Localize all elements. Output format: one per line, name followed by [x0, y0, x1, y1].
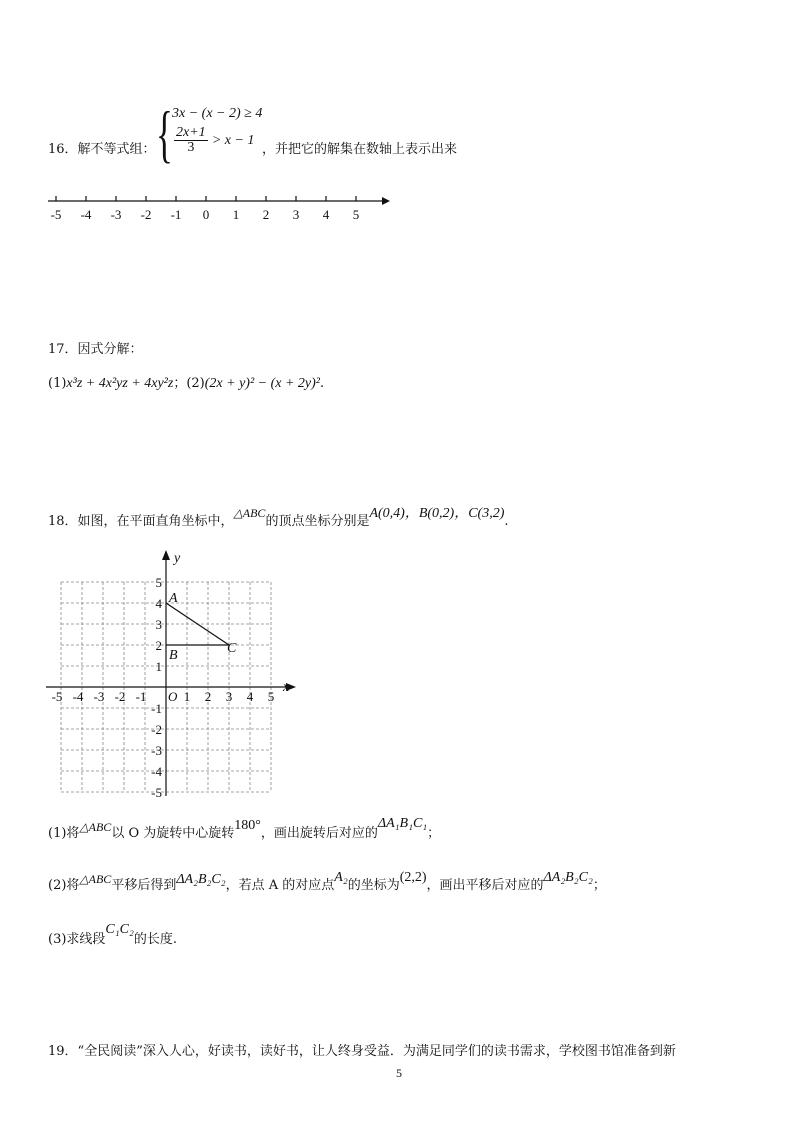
q17-part1-expr: x³z + 4x²yz + 4xy²z [66, 376, 174, 391]
y-tick-label: -5 [151, 785, 162, 800]
point-b-label: B [169, 648, 178, 663]
q16-fraction [174, 126, 208, 155]
x-tick-label: -1 [135, 689, 147, 704]
q18-part2 [48, 870, 606, 894]
p2-target2: ΔA₂B₂C₂ [543, 870, 593, 885]
p3-label: (3)求线段 [48, 932, 106, 947]
p2-mid: 平移后得到 [111, 878, 177, 893]
q17-end: . [320, 376, 325, 391]
x-axis-label: x [283, 680, 290, 695]
p2-label: (2)将 [48, 878, 80, 893]
y-tick-label: 5 [155, 575, 162, 590]
x-tick-label: 5 [267, 689, 275, 704]
q18-coords: A(0,4)，B(0,2)，C(3,2) [369, 506, 505, 521]
q17-part2-label: (2) [186, 376, 205, 391]
numberline-tick-label: 4 [322, 207, 330, 222]
q16-number: 16．解不等式组： [48, 142, 156, 157]
x-tick-label: 2 [204, 689, 212, 704]
q17-part2-expr: (2x + y)² − (x + 2y)² [204, 376, 321, 391]
p1-mid2: ，画出旋转后对应的 [260, 826, 378, 841]
y-tick-label: -4 [151, 764, 162, 779]
p3-end: 的长度. [133, 932, 177, 947]
q18-part3 [48, 922, 177, 948]
q17-parts [48, 372, 324, 392]
numberline-tick-label: -5 [50, 207, 62, 222]
p3-segment: C₁C₂ [105, 922, 134, 937]
numberline-tick-label: 5 [352, 207, 360, 222]
p1-angle: 180° [234, 818, 261, 833]
q18-triangle: △ABC [233, 506, 266, 520]
p1-triangle: △ABC [79, 820, 112, 834]
y-tick-label: -1 [151, 701, 162, 716]
x-tick-label: -3 [93, 689, 105, 704]
p2-mid3: 的坐标为 [347, 878, 400, 893]
segment-ac [166, 603, 229, 645]
brace-symbol: { [156, 98, 173, 169]
q17-separator: ； [173, 376, 187, 391]
q16-inequality-2 [174, 126, 254, 155]
q18-intro-b: 的顶点坐标分别是 [265, 514, 370, 529]
q18-part1 [48, 816, 441, 842]
number-line [40, 188, 390, 228]
p1-target: ΔA₁B₁C₁ [377, 816, 428, 831]
numberline-tick-label: -2 [140, 207, 152, 222]
y-tick-label: -3 [151, 743, 162, 758]
x-tick-label: 1 [183, 689, 191, 704]
numberline-tick-label: 2 [262, 207, 270, 222]
y-axis-arrow [162, 550, 170, 560]
origin-label: O [168, 689, 178, 704]
coordinate-graph [40, 550, 300, 800]
page-number: 5 [396, 1066, 402, 1080]
p2-target: ΔA₂B₂C₂ [176, 872, 226, 887]
numberline-tick-label: 0 [202, 207, 210, 222]
q16-instruction: ，并把它的解集在数轴上表示出来 [262, 142, 458, 157]
y-axis-label: y [174, 551, 181, 566]
y-tick-label: 2 [155, 638, 162, 653]
x-tick-label: -2 [114, 689, 126, 704]
q17-heading: 17．因式分解： [48, 342, 143, 357]
numberline-tick-label: 3 [292, 207, 300, 222]
x-tick-label: 4 [246, 689, 254, 704]
p1-end: ； [427, 826, 441, 841]
numberline-tick-label: -4 [80, 207, 92, 222]
p2-point: A₂ [334, 870, 348, 885]
x-tick-label: 3 [225, 689, 233, 704]
q18-end: . [504, 514, 509, 529]
p2-triangle: △ABC [79, 872, 112, 886]
q16-inequality-1: 3x − (x − 2) ≥ 4 [172, 106, 263, 121]
y-tick-label: -2 [151, 722, 162, 737]
numberline-tick-label: -3 [110, 207, 122, 222]
p2-mid2: ，若点 A 的对应点 [225, 878, 335, 893]
q19-text: 19．“全民阅读”深入人心，好读书，读好书，让人终身受益．为满足同学们的读书需求，学校图书馆准备到新 [48, 1044, 676, 1059]
p1-label: (1)将 [48, 826, 80, 841]
q18-intro-a: 18．如图，在平面直角坐标中， [48, 514, 234, 529]
numberline-tick-label: 1 [232, 207, 240, 222]
p2-end: ； [592, 878, 606, 893]
y-tick-label: 3 [155, 617, 162, 632]
q16-inequality-2-rhs: > x − 1 [211, 133, 255, 148]
x-tick-label: -4 [72, 689, 84, 704]
x-tick-label: -5 [51, 689, 63, 704]
fraction-denominator: 3 [187, 140, 195, 155]
point-c-label: C [227, 641, 237, 656]
p2-coord: (2,2) [399, 870, 427, 885]
y-tick-label: 4 [155, 596, 162, 611]
numberline-tick-label: -1 [170, 207, 182, 222]
point-a-label: A [169, 591, 178, 606]
y-tick-label: 1 [155, 659, 162, 674]
q18-intro [48, 506, 509, 530]
p1-mid: 以 O 为旋转中心旋转 [111, 826, 235, 841]
q17-part1-label: (1) [48, 376, 67, 391]
fraction-numerator: 2x+1 [176, 125, 206, 140]
p2-mid4: ，画出平移后对应的 [426, 878, 544, 893]
